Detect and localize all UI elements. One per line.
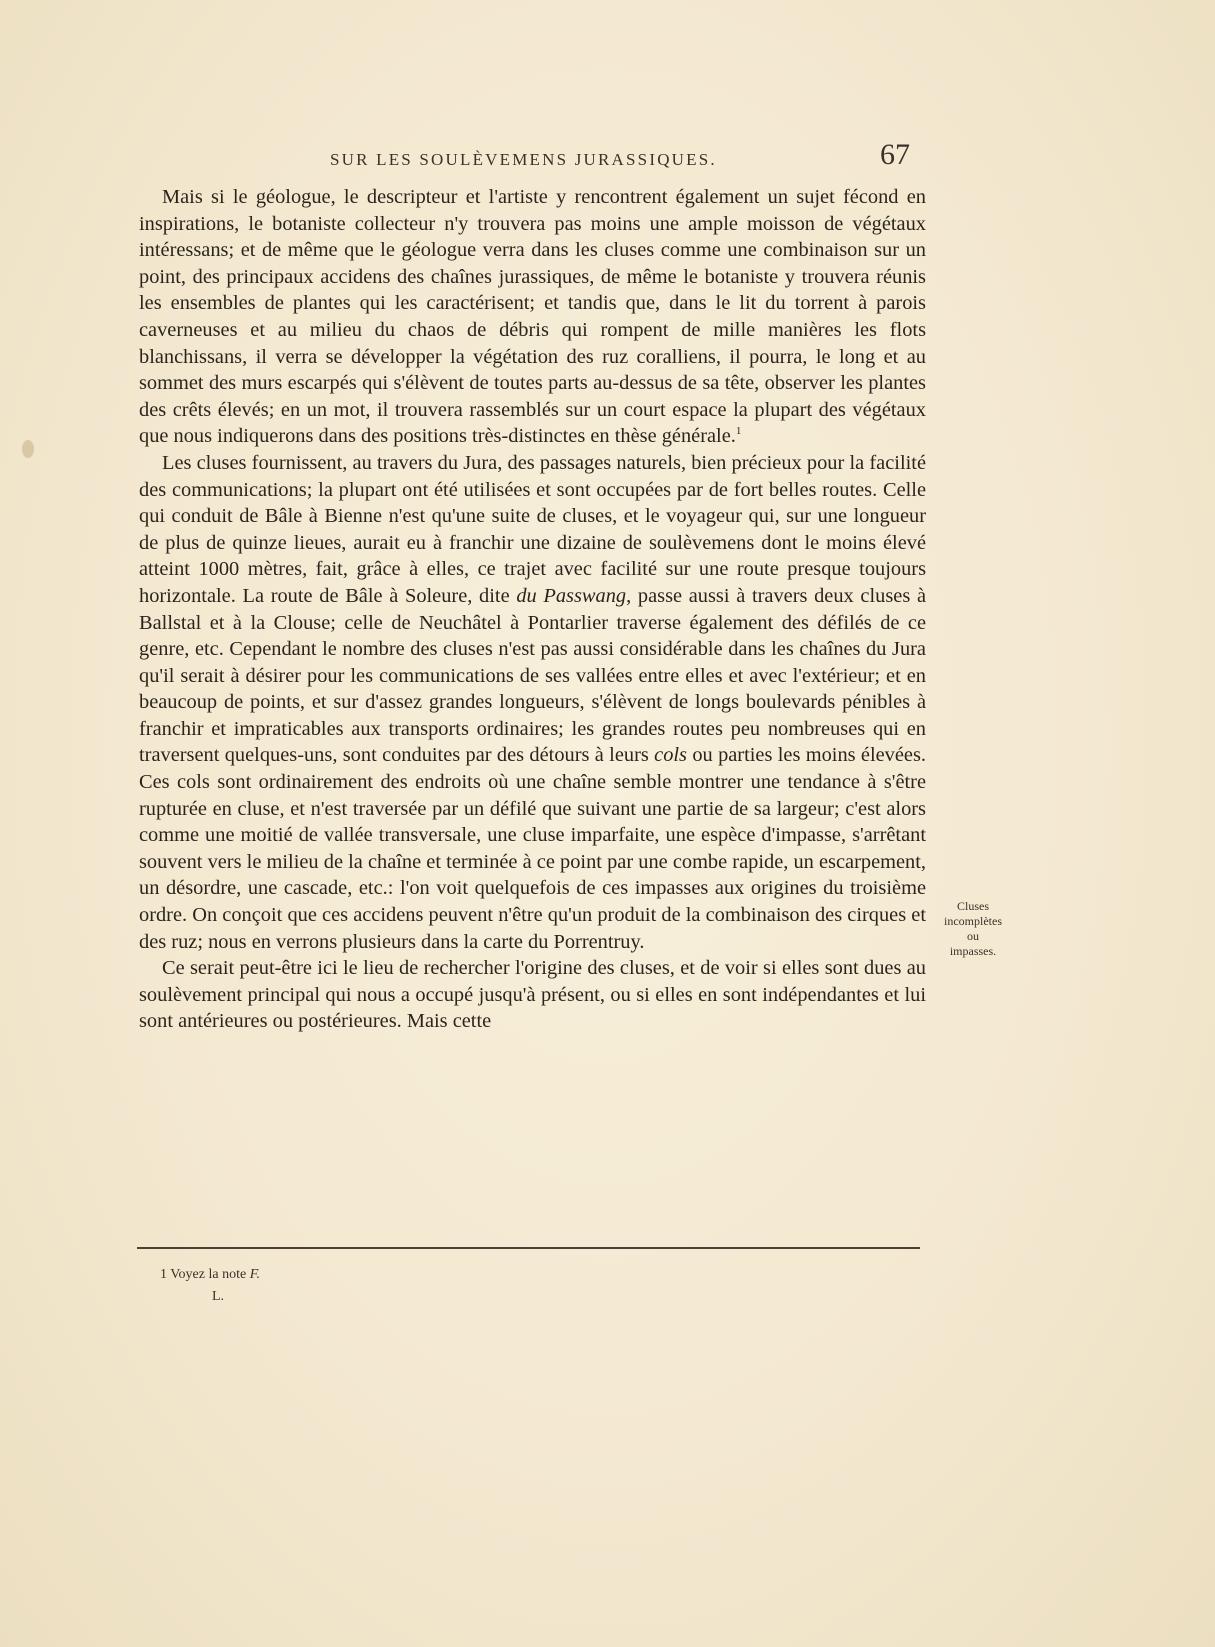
paper-stain: [22, 440, 34, 458]
term-cols: cols: [654, 744, 687, 767]
footnote-text: Voyez la note: [170, 1267, 247, 1282]
footnote-reference: 1: [735, 425, 742, 438]
paragraph-2-text-a: Les cluses fournissent, au travers du Jura, des passages naturels, bien précieux pour la facilité des communications; la plupart ont été utilisées et sont occupées par de fort belles routes. Celle qui conduit de Bâle à Bienne n'est qu'une suite de cluses, et le voyageur qui, sur une longueur de plus de quinze lieues, aurait eu à franchir une dizaine de soulèvemens dont le moins élevé atteint 1000 mètres, fait, grâce à elles, ce trajet avec facilité sur une route presque toujours horizontale. La route de Bâle à Soleure, dite: [139, 451, 926, 607]
place-name-passwang: du Passwang: [516, 584, 627, 607]
paragraph-2: [139, 450, 926, 955]
footnote-number: 1: [160, 1267, 167, 1282]
margin-note-line-1: Cluses: [956, 899, 989, 913]
margin-note: [928, 899, 1018, 959]
running-title: SUR LES SOULÈVEMENS JURASSIQUES.: [330, 150, 717, 169]
main-text: [139, 184, 926, 1035]
paragraph-1: [139, 184, 926, 450]
footnote-signature: L.: [212, 1289, 225, 1304]
footnote-rule: [137, 1247, 920, 1249]
paragraph-2-text-b: , passe aussi à travers deux cluses à Ballstal et à la Clouse; celle de Neuchâtel à Pontarlier traverse également des défilés de ce genre, etc. Cependant le nombre des cluses n'est pas aussi considérable dans les chaînes du Jura qu'il serait à désirer pour les communications de ses vallées entre elles et avec l'extérieur; et en beaucoup de points, et sur d'assez grandes longueurs, s'élèvent de longs boulevards pénibles à franchir et impraticables aux transports ordinaires; les grandes routes peu nombreuses qui en traversent quelques-uns, sont conduites par des détours à leurs: [139, 584, 927, 767]
footnote: [160, 1264, 260, 1308]
footnote-note-ref: F.: [249, 1267, 260, 1282]
paragraph-1-text: Mais si le géologue, le descripteur et l'artiste y rencontrent également un sujet fécond en inspirations, le botaniste collecteur n'y trouvera pas moins une ample moisson de végétaux intéressans; et de même que le géologue verra dans les cluses comme une combinaison sur un point, des principaux accidens des chaînes jurassiques, de même le botaniste y trouvera réunis les ensembles de plantes qui les caractérisent; et tandis que, dans le lit du torrent à parois caverneuses et au milieu du chaos de débris qui rompent de mille manières les flots blanchissans, il verra se développer la végétation des ruz coralliens, il pourra, le long et au sommet des murs escarpés qui s'élèvent de toutes parts au-dessus de sa tête, observer les plantes des crêts élevés; en un mot, il trouvera rassemblés sur un court espace la plupart des végétaux que nous indiquerons dans des positions très-distinctes en thèse générale.: [139, 186, 926, 448]
margin-note-line-3: ou: [967, 929, 979, 943]
paragraph-2-text-c: ou parties les moins élevées. Ces cols sont ordinairement des endroits où une chaîne semble montrer une tendance à s'être rupturée en cluse, et n'est traversée par un défilé que suivant une partie de sa largeur; c'est alors comme une moitié de vallée transversale, une cluse imparfaite, une espèce d'impasse, s'arrêtant souvent vers le milieu de la chaîne et terminée à ce point par une combe rapide, un escarpement, un désordre, une cascade, etc.: l'on voit quelquefois de ces impasses aux origines du troisième ordre. On conçoit que ces accidens peuvent n'être qu'un produit de la combinaison des cirques et des ruz; nous en verrons plusieurs dans la carte du Porrentruy.: [139, 744, 927, 953]
paragraph-3: Ce serait peut-être ici le lieu de rechercher l'origine des cluses, et de voir si elles sont dues au soulèvement principal qui nous a occupé jusqu'à présent, ou si elles en sont indépendantes et lui sont antérieures ou postérieures. Mais cette: [139, 957, 926, 1033]
page-number: 67: [880, 138, 910, 171]
margin-note-line-4: impasses.: [949, 944, 997, 958]
margin-note-line-2: incomplètes: [944, 914, 1002, 928]
